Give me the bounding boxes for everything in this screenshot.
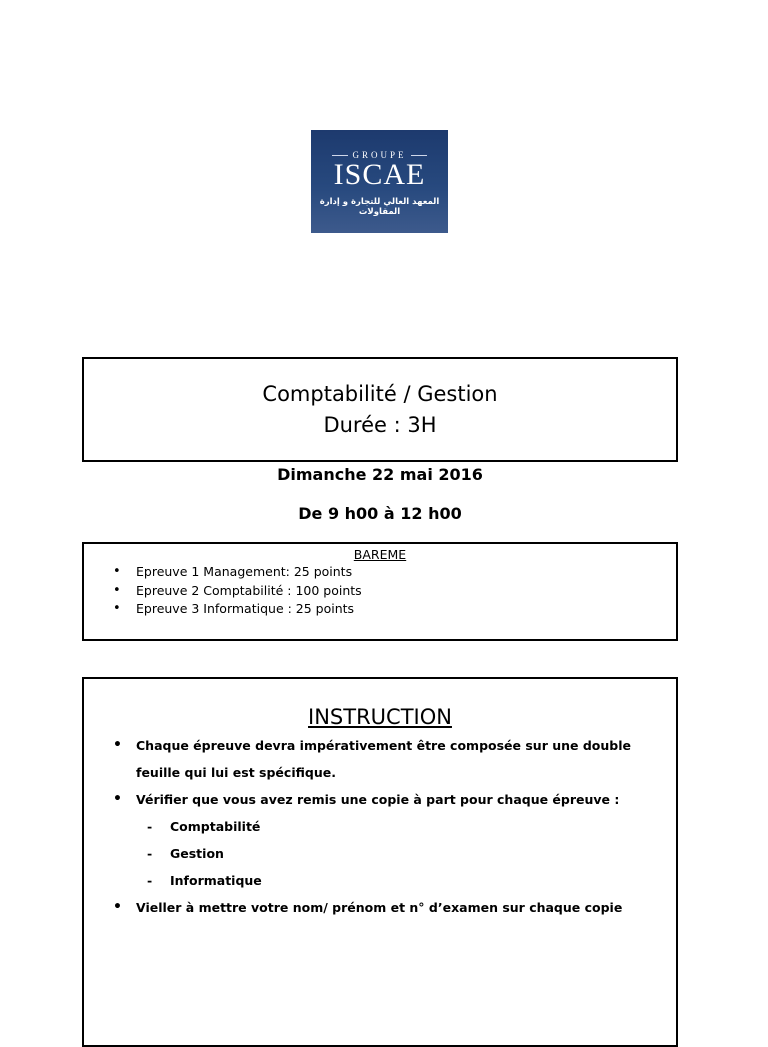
bareme-item: • Epreuve 3 Informatique : 25 points [84,600,676,619]
bareme-box [82,542,678,641]
instruction-item: • Chaque épreuve devra impérativement être composée sur une double feuille qui lui est spécifique. [84,732,676,786]
bareme-list [84,563,676,619]
instruction-box [82,677,678,1047]
logo-brand-text: ISCAE [333,158,426,191]
instruction-title: INSTRUCTION [308,705,452,729]
logo-groupe-text: GROUPE [311,150,448,160]
instruction-subitem: - Gestion [84,840,676,867]
exam-header-box [82,357,678,462]
instruction-subitem: - Comptabilité [84,813,676,840]
instruction-list [84,732,676,921]
instruction-item: • Vérifier que vous avez remis une copie à part pour chaque épreuve : [84,786,676,813]
logo-arabic-text: المعهد العالي للتجارة و إدارة المقاولات [319,197,440,217]
instruction-subitem: - Informatique [84,867,676,894]
exam-date: Dimanche 22 mai 2016 [277,465,483,484]
bareme-title: BAREME [353,547,407,562]
exam-duration: Durée : 3H [323,413,437,437]
bareme-item: • Epreuve 2 Comptabilité : 100 points [84,582,676,601]
instruction-item: • Vieller à mettre votre nom/ prénom et n° d’examen sur chaque copie [84,894,676,921]
bareme-item: • Epreuve 1 Management: 25 points [84,563,676,582]
iscae-logo [311,130,448,233]
exam-time: De 9 h00 à 12 h00 [298,504,462,523]
exam-subject: Comptabilité / Gestion [262,382,498,406]
